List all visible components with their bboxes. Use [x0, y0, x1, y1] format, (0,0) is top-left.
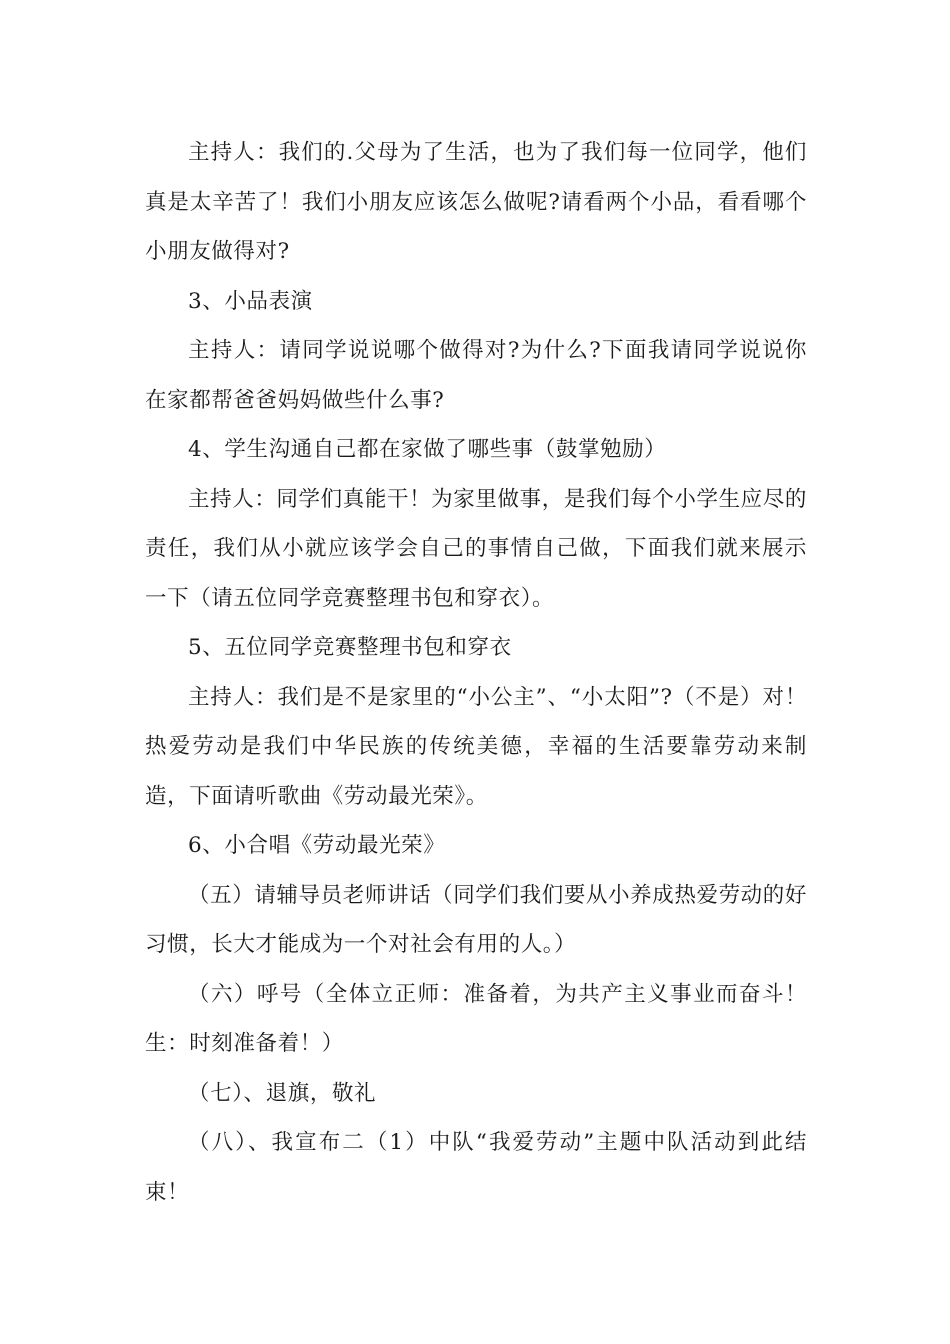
- paragraph-item-6: 6、小合唱《劳动最光荣》: [188, 833, 446, 858]
- paragraph-item-3: 3、小品表演: [188, 288, 313, 314]
- paragraph-host-labor: 主持人：我们是不是家里的“小公主”、“小太阳”?（不是）对！热爱劳动是我们中华民族的传统美德，幸福的生活要靠劳动来制造，下面请听歌曲《劳动最光荣》。: [145, 684, 807, 809]
- paragraph-host-capable: 主持人：同学们真能干！为家里做事，是我们每个小学生应尽的责任，我们从小就应该学会自己的事情自己做，下面我们就来展示一下（请五位同学竞赛整理书包和穿衣）。: [145, 486, 807, 611]
- paragraph-section-6: （六）呼号（全体立正师：准备着，为共产主义事业而奋斗！生：时刻准备着！）: [145, 981, 807, 1056]
- document-page: [145, 128, 807, 1217]
- paragraph-section-7: （七）、退旗，敬礼: [188, 1080, 377, 1106]
- paragraph-section-5: （五）请辅导员老师讲话（同学们我们要从小养成热爱劳动的好习惯，长大才能成为一个对社会有用的人。）: [145, 882, 807, 957]
- paragraph-item-5: 5、五位同学竞赛整理书包和穿衣: [188, 635, 512, 660]
- paragraph-host-question: 主持人：请同学说说哪个做得对?为什么?下面我请同学说说你在家都帮爸爸妈妈做些什么事?: [145, 338, 807, 413]
- paragraph-item-4: 4、学生沟通自己都在家做了哪些事（鼓掌勉励）: [188, 437, 667, 462]
- paragraph-section-8: （八）、我宣布二（1）中队“我爱劳动”主题中队活动到此结束！: [145, 1130, 807, 1205]
- paragraph-host-parents: 主持人：我们的.父母为了生活，也为了我们每一位同学，他们真是太辛苦了！我们小朋友应该怎么做呢?请看两个小品，看看哪个小朋友做得对?: [145, 140, 807, 264]
